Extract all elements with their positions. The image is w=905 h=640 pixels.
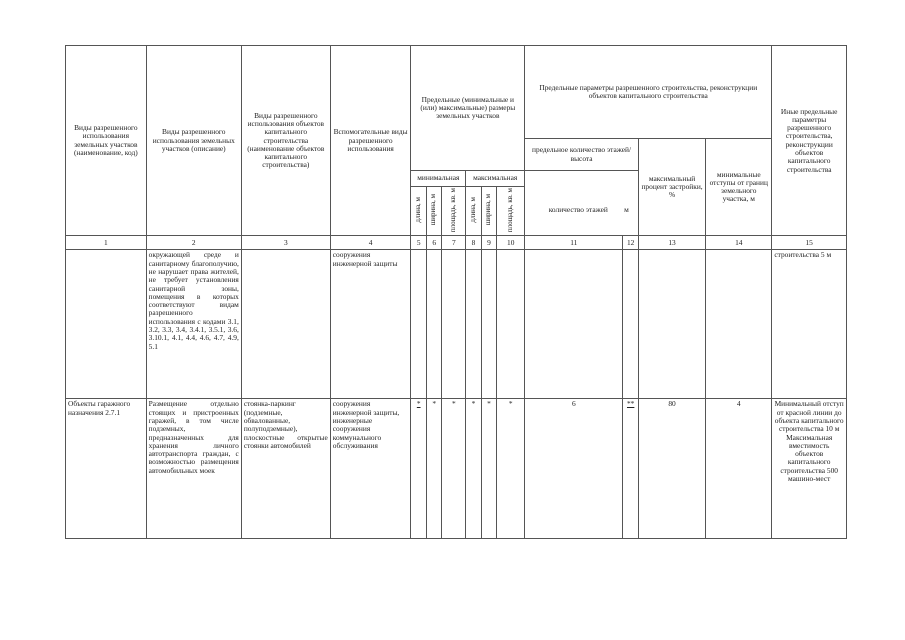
cell-capital-construction (241, 250, 330, 399)
cell-other-params: Минимальный отступ от красной линии до объекта капитального строительства 10 м Максимальная вместимость объектов капитального строительства 500 машино-мест (772, 399, 847, 539)
header-capital-construction: Виды разрешенного использования объектов капитального строительства (наименование объектов капитального строительства) (241, 46, 330, 236)
column-number: 11 (525, 236, 623, 250)
cell-auxiliary-use: сооружения инженерной защиты (330, 250, 411, 399)
cell-max-percent: 80 (638, 399, 705, 539)
table-row (66, 399, 847, 539)
column-number: 10 (497, 236, 525, 250)
header-minimal: минимальная (411, 171, 466, 187)
cell-min-width (426, 250, 442, 399)
table-row (66, 250, 847, 399)
header-floors-height: предельное количество этажей/высота (525, 139, 639, 171)
cell-max-area: * (497, 399, 525, 539)
column-number: 13 (638, 236, 705, 250)
header-land-use-name: Виды разрешенного использования земельных участков (наименование, код) (66, 46, 147, 236)
column-number: 9 (481, 236, 497, 250)
cell-max-length: * (466, 399, 482, 539)
cell-max-width (481, 250, 497, 399)
column-number: 7 (442, 236, 466, 250)
header-other-params: Иные предельные параметры разрешенного строительства, реконструкции объектов капитального строительства (772, 46, 847, 236)
cell-other-params: строительства 5 м (772, 250, 847, 399)
column-number: 2 (146, 236, 241, 250)
zoning-parameters-table (65, 45, 847, 539)
header-floors-cell (525, 171, 639, 236)
column-number: 5 (411, 236, 427, 250)
cell-capital-construction: стоянка-паркинг (подземные, обвалованные, полуподземные), плоскостные открытые стоянки автомобилей (241, 399, 330, 539)
column-number: 6 (426, 236, 442, 250)
header-auxiliary-use: Вспомогательные виды разрешенного использования (330, 46, 411, 236)
cell-min-setback (706, 250, 772, 399)
column-number: 14 (706, 236, 772, 250)
cell-use-description: Размещение отдельно стоящих и пристроенных гаражей, в том числе подземных, предназначенных для хранения личного автотранспорта граждан, с возможностью размещения автомобильных моек (146, 399, 241, 539)
header-plot-sizes: Предельные (минимальные и (или) максимальные) размеры земельных участков (411, 46, 525, 171)
column-number: 15 (772, 236, 847, 250)
cell-min-setback: 4 (706, 399, 772, 539)
cell-max-percent (638, 250, 705, 399)
cell-use-description: окружающей среде и санитарному благополучию, не нарушает права жителей, не требует установления санитарной зоны, помещения в которых соответствуют видам разрешенного использования с кодами 3.1, 3.2, 3.3, 3.4, 3.4.1, 3.5.1, 3.6, 3.10.1, 4.1, 4.4, 4.6, 4.7, 4.9, 5.1 (146, 250, 241, 399)
cell-use-name: Объекты гаражного назначения 2.7.1 (66, 399, 147, 539)
cell-min-width: * (426, 399, 442, 539)
column-number: 3 (241, 236, 330, 250)
cell-height: ** (623, 399, 639, 539)
cell-floors: 6 (525, 399, 623, 539)
cell-use-name (66, 250, 147, 399)
header-max-width: ширина, м (481, 187, 497, 236)
cell-floors (525, 250, 623, 399)
header-min-area: площадь, кв. м (442, 187, 466, 236)
cell-min-length: * (411, 399, 427, 539)
header-maximal: максимальная (466, 171, 525, 187)
cell-max-width: * (481, 399, 497, 539)
header-max-percent: максимальный процент застройки, % (638, 139, 705, 236)
header-min-length: длина, м (411, 187, 427, 236)
header-meters: м (624, 204, 629, 214)
header-max-area: площадь, кв. м (497, 187, 525, 236)
cell-max-area (497, 250, 525, 399)
header-land-use-description: Виды разрешенного использования земельных участков (описание) (146, 46, 241, 236)
header-max-length: длина, м (466, 187, 482, 236)
header-floors-count: количество этажей (548, 204, 608, 214)
header-min-setback: минимальные отступы от границ земельного участка, м (706, 139, 772, 236)
cell-min-area: * (442, 399, 466, 539)
cell-min-area (442, 250, 466, 399)
column-number-row (66, 236, 847, 250)
column-number: 1 (66, 236, 147, 250)
cell-min-length (411, 250, 427, 399)
cell-auxiliary-use: сооружения инженерной защиты, инженерные сооружения коммунального обслуживания (330, 399, 411, 539)
column-number: 12 (623, 236, 639, 250)
header-construction-params: Предельные параметры разрешенного строительства, реконструкции объектов капитального строительства (525, 46, 772, 139)
cell-max-length (466, 250, 482, 399)
column-number: 8 (466, 236, 482, 250)
cell-height (623, 250, 639, 399)
column-number: 4 (330, 236, 411, 250)
header-min-width: ширина, м (426, 187, 442, 236)
